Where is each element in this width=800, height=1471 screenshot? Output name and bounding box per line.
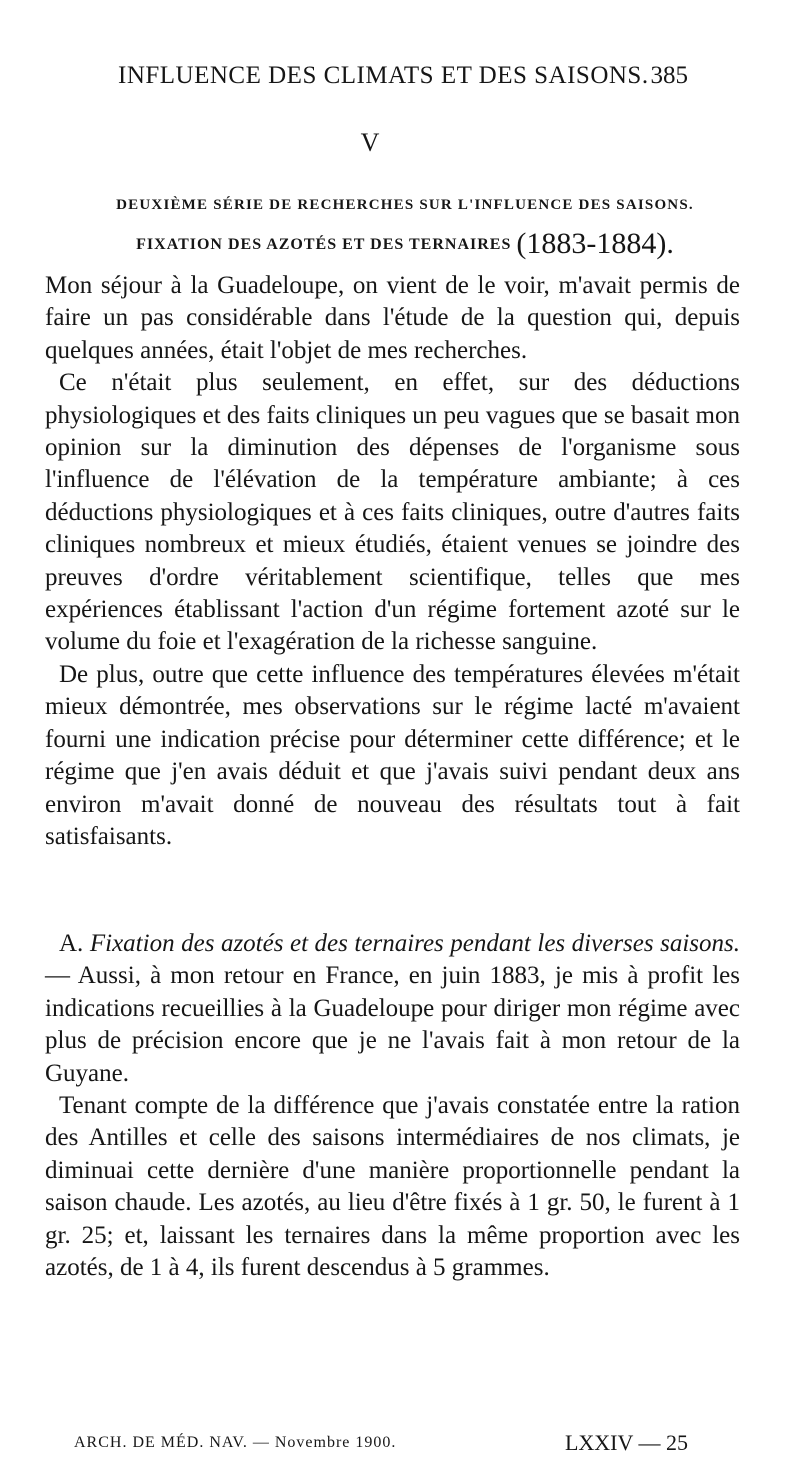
paragraph-3: De plus, outre que cette influence des températures élevées m'était mieux démontrée, mes observations sur le régime lacté m'avaient fourni une indication précise pour déterminer cette différence; et le régime que j'en avais déduit et que j'avais suivi pendant deux ans environ m'avait donné de nouveau des résultats tout à fait satisfaisants. — [45, 660, 740, 850]
section-numeral: V — [360, 128, 380, 157]
subsection-title: Fixation des azotés et des ternaires pendant les diverses saisons. — [89, 930, 741, 957]
subsection-label: A. — [59, 930, 84, 957]
volume-sheet-mark: LXXIV — 25 — [564, 1430, 688, 1455]
section-heading-line-2 — [95, 227, 715, 261]
section-heading-line-1: DEUXIÈME SÉRIE DE RECHERCHES SUR L'INFLUENCE DES SAISONS. — [116, 197, 694, 213]
page-footer — [74, 1430, 688, 1462]
page-number: 385 — [650, 62, 688, 89]
subsection-a-paragraph-2: Tenant compte de la différence que j'avais constatée entre la ration des Antilles et celle des saisons intermédiaires de nos climats, je diminuai cette dernière d'une manière proportionnelle pendant la saison chaude. Les azotés, au lieu d'être fixés à 1 gr. 50, le furent à 1 gr. 25; et, laissant les ternaires dans la même proportion avec les azotés, de 1 à 4, ils furent descendus à 5 grammes. — [45, 1092, 740, 1282]
section-heading-dates: (1883-1884). — [516, 227, 674, 260]
subsection-a — [45, 928, 740, 1284]
paragraph-2: Ce n'était plus seulement, en effet, sur des déductions physiologiques et des faits cliniques un peu vagues que se basait mon opinion sur la diminution des dépenses de l'organisme sous l'influence de l'élévation de la température ambiante; à ces déductions physiologiques et à ces faits cliniques, outre d'autres faits cliniques nombreux et mieux étudiés, étaient venues se joindre des preuves d'ordre véritablement scientifique, telles que mes expériences établissant l'action d'un régime fortement azoté sur le volume du foie et l'exagération de la richesse sanguine. — [45, 369, 741, 656]
running-title: INFLUENCE DES CLIMATS ET DES SAISONS. — [118, 62, 649, 89]
journal-citation: ARCH. DE MÉD. NAV. — Novembre 1900. — [74, 1434, 397, 1451]
subsection-a-paragraph-1 — [45, 928, 740, 1090]
subsection-text: Aussi, à mon retour en France, en juin 1883, je mis à profit les indications recueillies à la Guadeloupe pour diriger mon régime avec plus de précision encore que je ne l'avais fait à mon retour de la Guyane. — [45, 962, 740, 1087]
subsection-dash: — — [45, 962, 78, 990]
section-heading-text: FIXATION DES AZOTÉS ET DES TERNAIRES — [136, 236, 512, 253]
running-head — [118, 62, 688, 102]
paragraph-1: Mon séjour à la Guadeloupe, on vient de le voir, m'avait permis de faire un pas considérable dans l'étude de la question qui, depuis quelques années, était l'objet de mes recherches. — [45, 272, 740, 364]
intro-text — [45, 270, 740, 853]
